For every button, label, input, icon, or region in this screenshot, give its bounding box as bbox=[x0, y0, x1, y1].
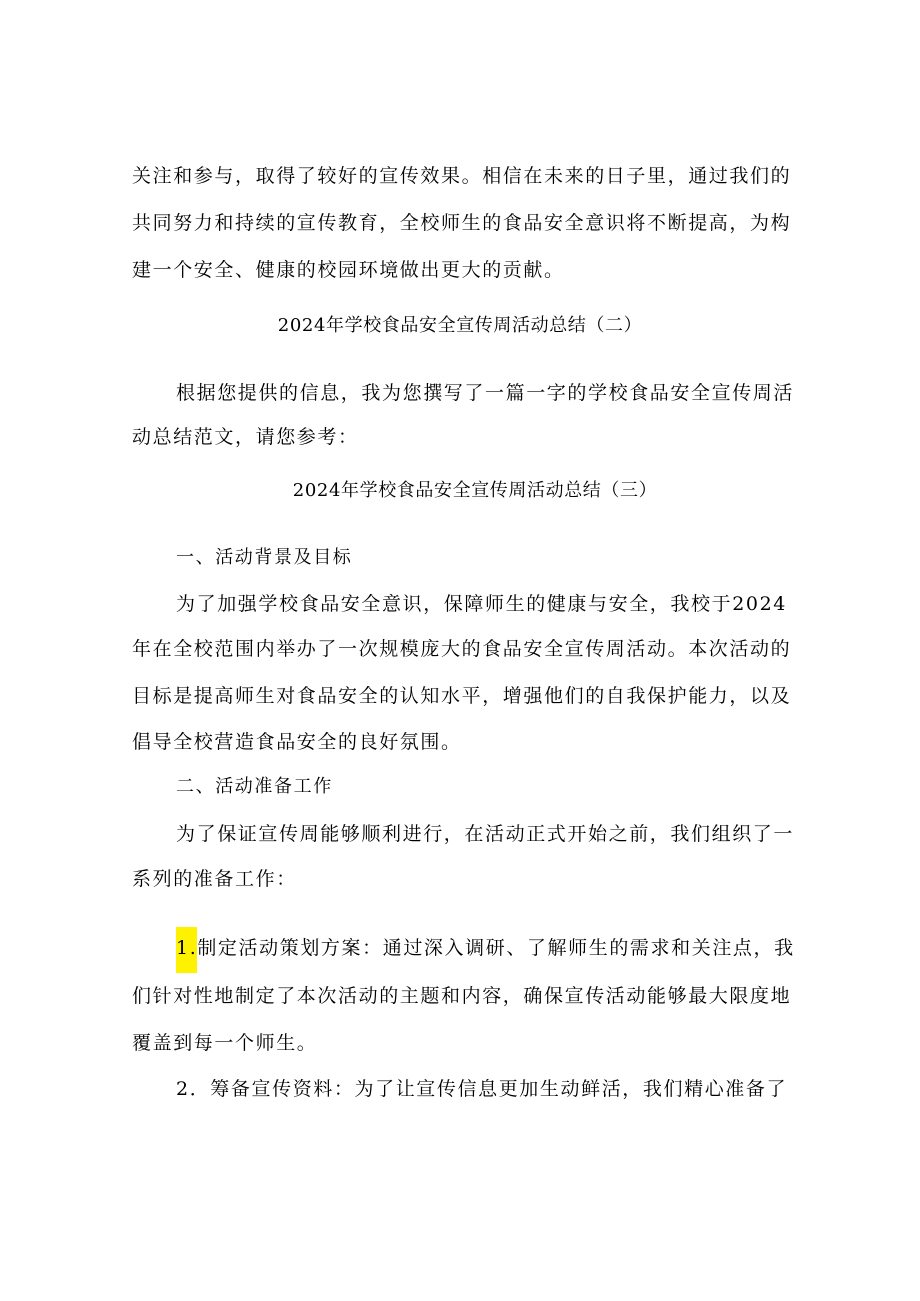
paragraph-line: 目标是提高师生对食品安全的认知水平，增强他们的自我保护能力，以及 bbox=[132, 685, 792, 707]
list-item-line bbox=[176, 936, 795, 960]
paragraph-line: 建一个安全、健康的校园环境做出更大的贡献。 bbox=[132, 259, 565, 281]
list-item-line: 2．筹备宣传资料：为了让宣传信息更加生动鲜活，我们精心准备了 bbox=[176, 1078, 788, 1100]
paragraph-line: 为了保证宣传周能够顺利进行，在活动正式开始之前，我们组织了一 bbox=[176, 823, 795, 845]
section-title: 2024年学校食品安全宣传周活动总结（二） bbox=[277, 315, 643, 336]
paragraph-line: 系列的准备工作： bbox=[132, 868, 297, 890]
paragraph-line: 倡导全校营造食品安全的良好氛围。 bbox=[132, 731, 462, 753]
paragraph-line: 关注和参与，取得了较好的宣传效果。相信在未来的日子里，通过我们的 bbox=[132, 165, 792, 187]
paragraph-line: 覆盖到每一个师生。 bbox=[132, 1032, 318, 1054]
paragraph-line: 为了加强学校食品安全意识，保障师生的健康与安全，我校于2024 bbox=[176, 593, 787, 615]
paragraph-line: 动总结范文，请您参考： bbox=[132, 426, 359, 448]
paragraph-line: 们针对性地制定了本次活动的主题和内容，确保宣传活动能够最大限度地 bbox=[132, 985, 792, 1007]
paragraph-line: 年在全校范围内举办了一次规模庞大的食品安全宣传周活动。本次活动的 bbox=[132, 638, 792, 660]
paragraph-line: 根据您提供的信息，我为您撰写了一篇一字的学校食品安全宣传周活 bbox=[176, 382, 795, 404]
section-title: 2024年学校食品安全宣传周活动总结（三） bbox=[292, 480, 658, 501]
list-item-text: 制定活动策划方案：通过深入调研、了解师生的需求和关注点，我 bbox=[197, 937, 795, 959]
section-heading: 一、活动背景及目标 bbox=[176, 547, 353, 568]
section-heading: 二、活动准备工作 bbox=[176, 776, 333, 797]
paragraph-line: 共同努力和持续的宣传教育，全校师生的食品安全意识将不断提高，为构 bbox=[132, 212, 792, 234]
highlighted-list-number: 1. bbox=[176, 927, 197, 973]
